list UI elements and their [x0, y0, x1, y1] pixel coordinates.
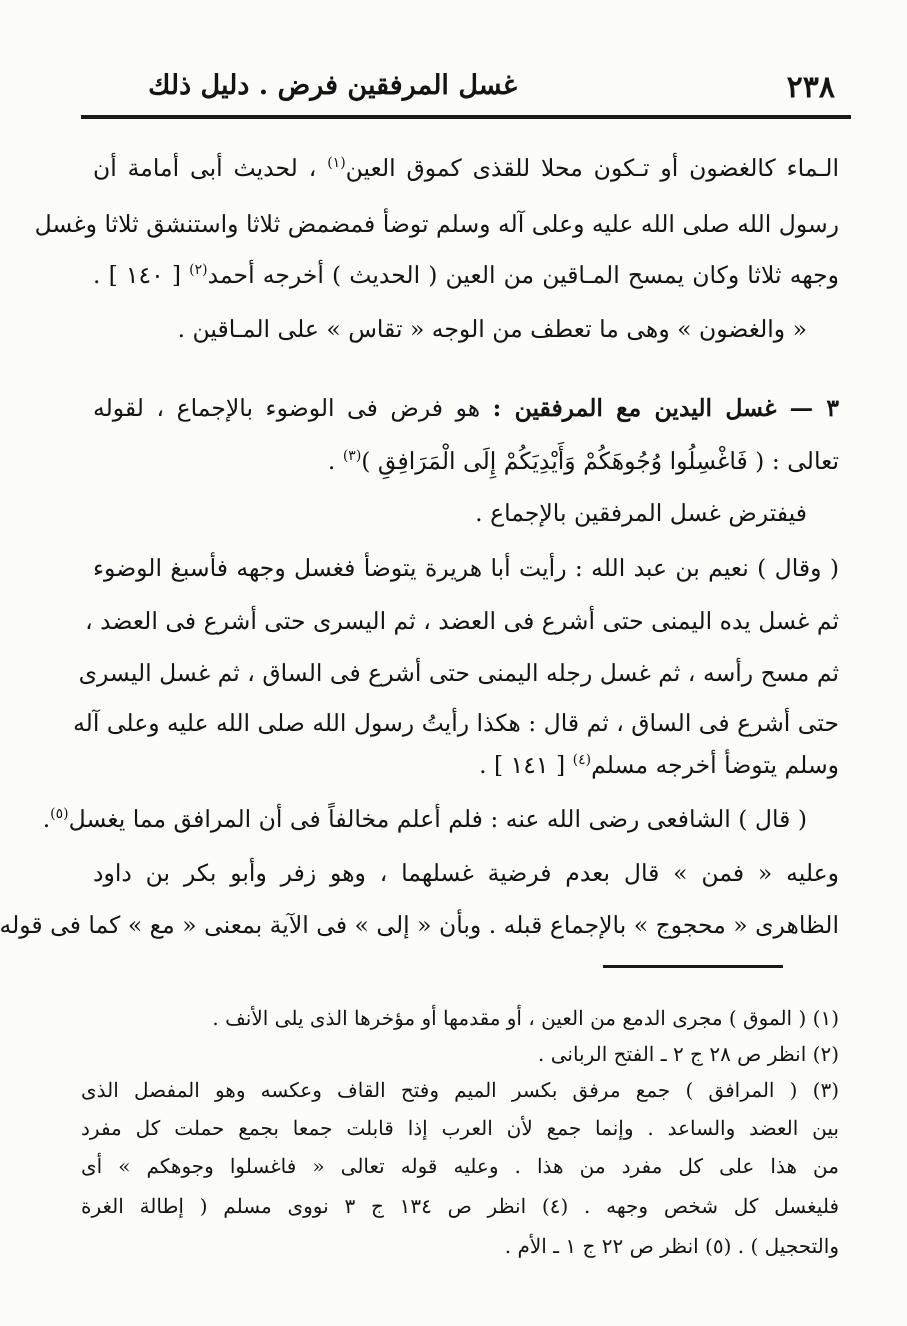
- footnote: والتحجيل ) . (٥) انظر ص ٢٢ ج ١ ـ الأم .: [504, 1234, 839, 1258]
- body-line: ثم غسل يده اليمنى حتى أشرع فى العضد ، ثم اليسرى حتى أشرع فى العضد ،: [85, 607, 839, 635]
- footnote: فليغسل كل شخص وجهه . (٤) انظر ص ١٣٤ ج ٣ نووى مسلم ( إطالة الغرة: [81, 1194, 840, 1218]
- footnote-ref: (٢): [189, 262, 208, 279]
- body-line: « والغضون » وهى ما تعطف من الوجه « تقاس » على المـاقين .: [177, 315, 807, 343]
- body-line: رسول الله صلى الله عليه وعلى آله وسلم توضأ فمضمض ثلاثا واستنشق ثلاثا وغسل: [34, 210, 839, 238]
- body-line: الـماء كالغضون أو تـكون محلا للقذى كموق العين$^{(١)}$ ، لحديث أبى أمامة أن: [93, 154, 840, 182]
- footnote: (٣) ( المرافق ) جمع مرفق بكسر الميم وفتح القاف وعكسه وهو المفصل الذى: [81, 1078, 839, 1102]
- page-number: ٢٣٨: [786, 70, 835, 105]
- body-line: حتى أشرع فى الساق ، ثم قال : هكذا رأيتُ رسول الله صلى الله عليه وعلى آله: [73, 709, 839, 737]
- body-line: وعليه « فمن » قال بعدم فرضية غسلهما ، وهو زفر وأبو بكر بن داود: [93, 859, 839, 887]
- footnote-ref: (١): [327, 155, 346, 172]
- running-title: غسل المرفقين فرض . دليل ذلك: [148, 70, 517, 101]
- body-line: ( قال ) الشافعى رضى الله عنه : فلم أعلم مخالفاً فى أن المرافق مما يغسل$^{(٥)}$.: [42, 805, 807, 833]
- header-rule: [81, 115, 851, 119]
- body-line: الظاهرى « محجوج » بالإجماع قبله . وبأن « إلى » فى الآية بمعنى « مع » كما فى قوله: [0, 911, 839, 939]
- page-header: [83, 64, 847, 114]
- footnote: (١) ( الموق ) مجرى الدمع من العين ، أو مقدمها أو مؤخرها الذى يلى الأنف .: [212, 1006, 839, 1030]
- footnote-ref: (٤): [572, 752, 592, 769]
- footnote: من هذا على كل مفرد من هذا . وعليه قوله تعالى « فاغسلوا وجوهكم » أى: [81, 1154, 839, 1178]
- section-heading: ٣ — غسل اليدين مع المرفقين :: [492, 394, 839, 422]
- section-heading-line: ٣ — غسل اليدين مع المرفقين : هو فرض فى الوضوء بالإجماع ، لقوله: [93, 394, 839, 422]
- footnote: بين العضد والساعد . وإنما جمع لأن العرب إذا قابلت جمعا بجمع حملت كل مفرد: [81, 1116, 839, 1140]
- body-line: ثم مسح رأسه ، ثم غسل رجله اليمنى حتى أشرع فى الساق ، ثم غسل اليسرى: [78, 659, 839, 687]
- quran-verse-line: تعالى : ( فَاغْسِلُوا وُجُوهَكُمْ وَأَيْدِيَكُمْ إِلَى الْمَرَافِقِ )$^{(٣)}$ .: [327, 447, 839, 475]
- footnote-ref: (٥): [50, 806, 69, 823]
- body-line: وسلم يتوضأ أخرجه مسلم$^{(٤)}$ [ ١٤١ ] .: [479, 751, 839, 779]
- body-line: فيفترض غسل المرفقين بالإجماع .: [475, 499, 807, 527]
- footnote: (٢) انظر ص ٢٨ ج ٢ ـ الفتح الربانى .: [538, 1042, 839, 1066]
- body-line: ( وقال ) نعيم بن عبد الله : رأيت أبا هريرة يتوضأ فغسل وجهه فأسبغ الوضوء: [93, 554, 839, 582]
- footnote-rule: [603, 965, 783, 968]
- footnote-ref: (٣): [342, 448, 362, 465]
- body-line: وجهه ثلاثا وكان يمسح المـاقين من العين ( الحديث ) أخرجه أحمد$^{(٢)}$ [ ١٤٠ ] .: [93, 261, 839, 289]
